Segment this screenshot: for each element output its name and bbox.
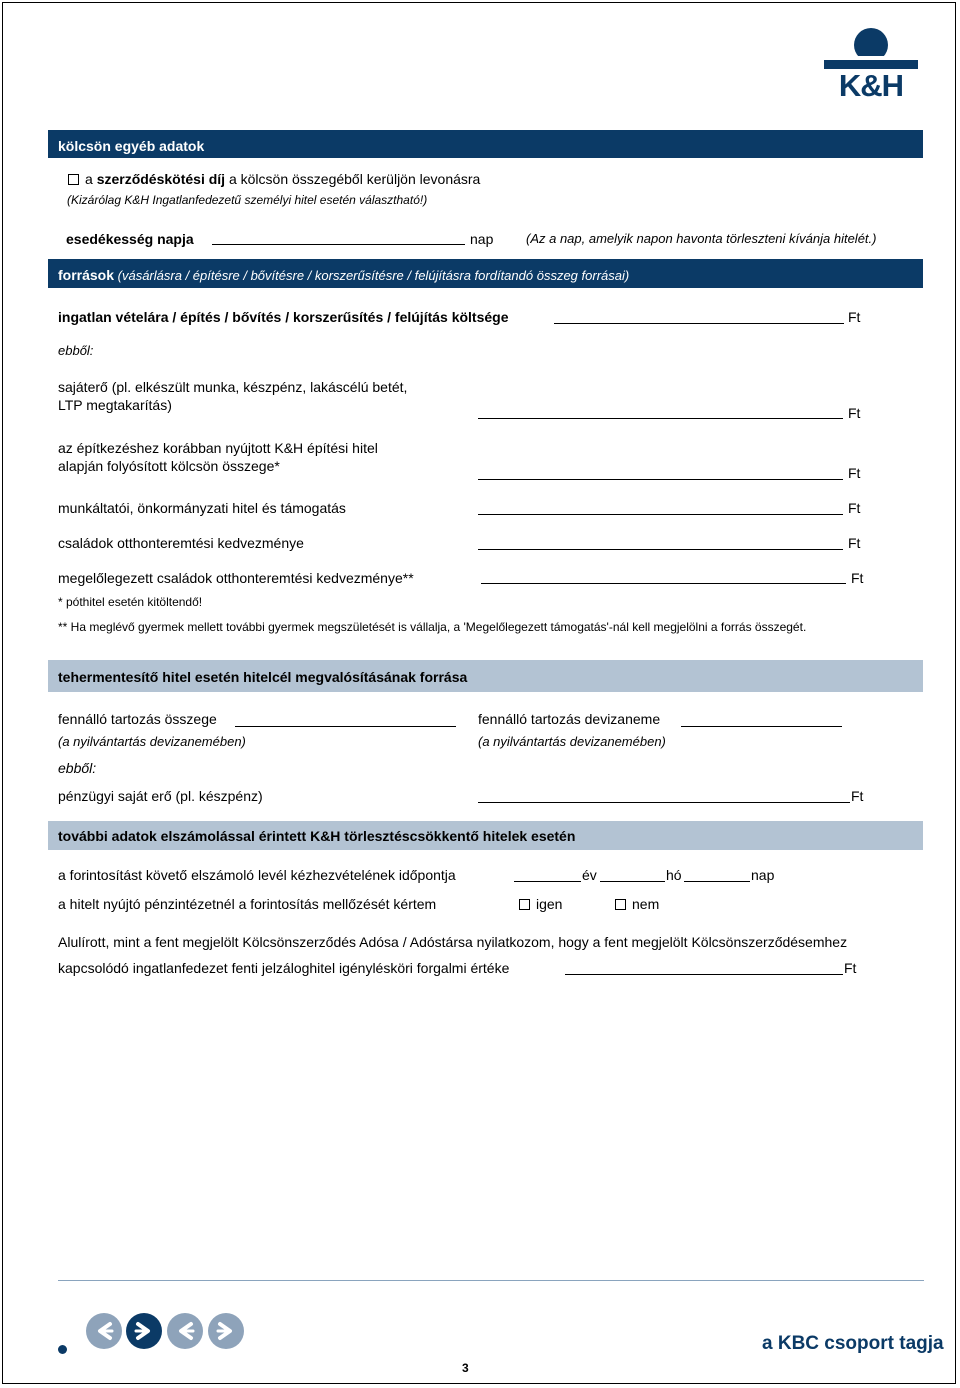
settlement-date-label: a forintosítást követő elszámoló levél kézhezvételének időpontja	[58, 867, 456, 883]
no-checkbox[interactable]	[615, 899, 626, 910]
debt-currency-label: fennálló tartozás devizaneme	[478, 711, 661, 727]
kbc-group-text: a KBC csoport tagja	[762, 1333, 944, 1354]
nav-forward-button-2[interactable]	[208, 1313, 244, 1349]
source-item-advance-csok: megelőlegezett családok otthonteremtési kedvezménye**	[58, 570, 414, 586]
debt-amount-field[interactable]	[235, 726, 456, 727]
section-header-sources	[48, 259, 923, 288]
own-financial-funds-field[interactable]	[478, 802, 850, 803]
month-label: hó	[666, 867, 682, 883]
currency-label: Ft	[851, 570, 864, 586]
of-which-label: ebből:	[58, 760, 97, 776]
debt-currency-note: (a nyilvántartás devizanemében)	[478, 734, 666, 749]
fee-deduction-note: (Kizárólag K&H Ingatlanfedezetű személyi hitel esetén választható!)	[67, 193, 428, 207]
section-title: tehermentesítő hitel esetén hitelcél megvalósításának forrása	[58, 669, 468, 685]
section-title: kölcsön egyéb adatok	[58, 138, 205, 154]
year-field[interactable]	[514, 881, 581, 882]
own-financial-funds-label: pénzügyi saját erő (pl. készpénz)	[58, 788, 263, 804]
fee-deduction-option[interactable]: a szerződéskötési díj a kölcsön összegéből kerüljön levonásra	[68, 171, 480, 187]
arrow-right-icon	[208, 1313, 244, 1349]
due-date-note: (Az a nap, amelyik napon havonta törleszteni kívánja hitelét.)	[526, 231, 877, 246]
footnote-single-star: * póthitel esetén kitöltendő!	[58, 595, 203, 609]
fee-deduction-checkbox[interactable]	[68, 174, 79, 185]
source-item-csok: családok otthonteremtési kedvezménye	[58, 535, 304, 551]
kh-logo	[822, 26, 920, 104]
property-cost-field[interactable]	[554, 323, 844, 324]
nav-forward-button-1[interactable]	[126, 1313, 162, 1349]
previous-loan-field[interactable]	[478, 479, 843, 480]
section-header-conversion	[48, 821, 923, 850]
section-title: források	[58, 267, 115, 283]
source-item-previous-loan: az építkezéshez korábban nyújtott K&H építési hitel alapján folyósított kölcsön összege*	[58, 440, 378, 474]
statement-line-2: kapcsolódó ingatlanfedezet fenti jelzáloghitel igénylésköri forgalmi értéke	[58, 960, 510, 976]
section-header-loan-other	[48, 130, 923, 158]
statement-line-1: Alulírott, mint a fent megjelölt Kölcsönszerződés Adósa / Adóstársa nyilatkozom, hogy a fent megjelölt Kölcsönszerződésemhez	[58, 934, 848, 950]
advance-csok-field[interactable]	[481, 583, 846, 584]
yes-checkbox[interactable]	[519, 899, 530, 910]
page-border	[2, 2, 956, 1384]
currency-label: Ft	[844, 960, 857, 976]
due-date-label: esedékesség napja	[66, 231, 194, 247]
own-funds-field[interactable]	[478, 418, 843, 419]
section-header-refinance	[48, 660, 923, 692]
currency-label: Ft	[848, 500, 861, 516]
due-date-field[interactable]	[212, 244, 465, 245]
currency-label: Ft	[848, 465, 861, 481]
debt-currency-field[interactable]	[681, 726, 842, 727]
currency-label: Ft	[848, 405, 861, 421]
footnote-double-star: ** Ha meglévő gyermek mellett további gyermek megszületését is vállalja, a 'Megelőlegezett támogatás'-nál kell megjelölni a forrás összegét.	[58, 620, 807, 634]
employer-loan-field[interactable]	[478, 514, 843, 515]
day-label: nap	[751, 867, 775, 883]
source-item-employer-loan: munkáltatói, önkormányzati hitel és támogatás	[58, 500, 346, 516]
small-bullet-icon	[58, 1345, 67, 1354]
yes-option[interactable]: igen	[519, 896, 562, 912]
arrow-right-icon	[126, 1313, 162, 1349]
currency-label: Ft	[848, 535, 861, 551]
arrow-left-icon	[167, 1313, 203, 1349]
logo-text: K&H	[838, 68, 904, 103]
no-option[interactable]: nem	[615, 896, 659, 912]
market-value-field[interactable]	[565, 974, 843, 975]
debt-amount-note: (a nyilvántartás devizanemében)	[58, 734, 246, 749]
of-which-label: ebből:	[58, 343, 94, 358]
year-label: év	[582, 867, 597, 883]
source-item-own-funds: sajáterő (pl. elkészült munka, készpénz, lakáscélú betét, LTP megtakarítás)	[58, 379, 408, 413]
footer-divider	[58, 1280, 924, 1281]
due-date-unit: nap	[470, 231, 494, 247]
property-cost-label: ingatlan vételára / építés / bővítés / korszerűsítés / felújítás költsége	[58, 309, 509, 325]
arrow-left-icon	[86, 1313, 122, 1349]
day-field[interactable]	[684, 881, 750, 882]
month-field[interactable]	[600, 881, 665, 882]
waive-conversion-label: a hitelt nyújtó pénzintézetnél a forintosítás mellőzését kértem	[58, 896, 437, 912]
section-title: további adatok elszámolással érintett K&H törlesztéscsökkentő hitelek esetén	[58, 828, 576, 844]
currency-label: Ft	[848, 309, 861, 325]
debt-amount-label: fennálló tartozás összege	[58, 711, 217, 727]
page-number: 3	[462, 1361, 469, 1375]
csok-field[interactable]	[478, 549, 843, 550]
nav-back-button-2[interactable]	[167, 1313, 203, 1349]
currency-label: Ft	[851, 788, 864, 804]
nav-back-button-1[interactable]	[86, 1313, 122, 1349]
section-subtitle: (vásárlásra / építésre / bővítésre / korszerűsítésre / felújításra fordítandó összeg forrásai)	[114, 268, 630, 283]
